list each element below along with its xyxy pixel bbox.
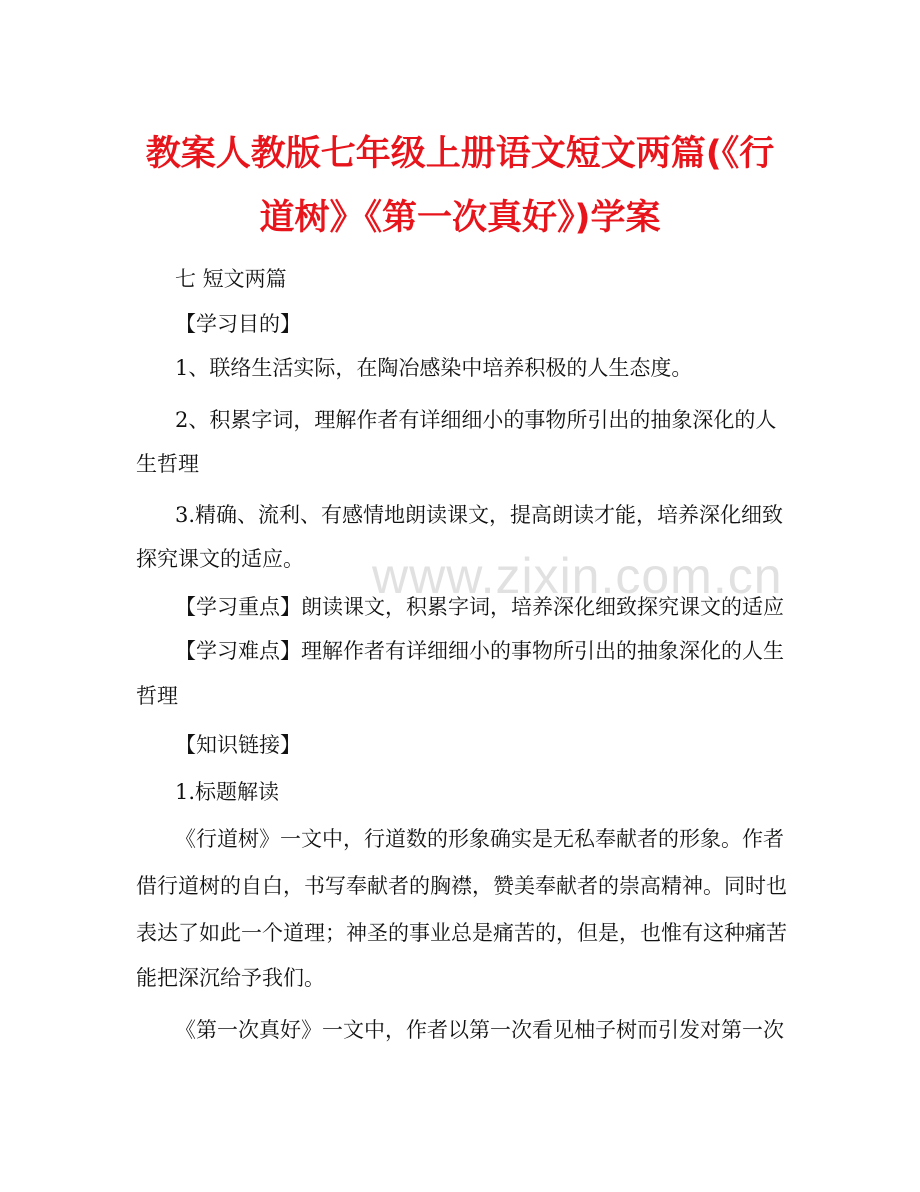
key-points: 【学习重点】朗读课文，积累字词，培养深化细致探究课文的适应 <box>175 595 784 619</box>
section-heading: 七 短文两篇 <box>175 267 287 291</box>
goal-2-line-2: 生哲理 <box>136 452 199 476</box>
paragraph-1-line-1: 《行道树》一文中，行道数的形象确实是无私奉献者的形象。作者 <box>175 827 784 851</box>
paragraph-1-line-3: 表达了如此一个道理；神圣的事业总是痛苦的，但是，也惟有这种痛苦 <box>136 921 787 945</box>
difficult-points-line-2: 哲理 <box>136 684 178 708</box>
paragraph-1-line-4: 能把深沉给予我们。 <box>136 966 325 990</box>
learning-goals-heading: 【学习目的】 <box>175 312 301 336</box>
difficult-points-line-1: 【学习难点】理解作者有详细细小的事物所引出的抽象深化的人生 <box>175 639 784 663</box>
paragraph-2-line-1: 《第一次真好》一文中，作者以第一次看见柚子树而引发对第一次 <box>175 1018 784 1042</box>
goal-1: 1、联络生活实际，在陶冶感染中培养积极的人生态度。 <box>175 356 693 380</box>
knowledge-link-heading: 【知识链接】 <box>175 733 301 757</box>
document-title-line-2: 道树》《第一次真好》)学案 <box>259 198 661 238</box>
paragraph-1-line-2: 借行道树的自白，书写奉献者的胸襟，赞美奉献者的崇高精神。同时也 <box>136 874 787 898</box>
goal-2-line-1: 2、积累字词，理解作者有详细细小的事物所引出的抽象深化的人 <box>175 408 777 432</box>
title-interpretation-heading: 1.标题解读 <box>175 780 280 804</box>
watermark: www.zixin.com.cn <box>372 548 783 604</box>
goal-3-line-2: 探究课文的适应。 <box>136 547 304 571</box>
goal-3-line-1: 3.精确、流利、有感情地朗读课文，提高朗读才能，培养深化细致 <box>175 503 784 527</box>
document-title-line-1: 教案人教版七年级上册语文短文两篇(《行 <box>145 134 775 174</box>
